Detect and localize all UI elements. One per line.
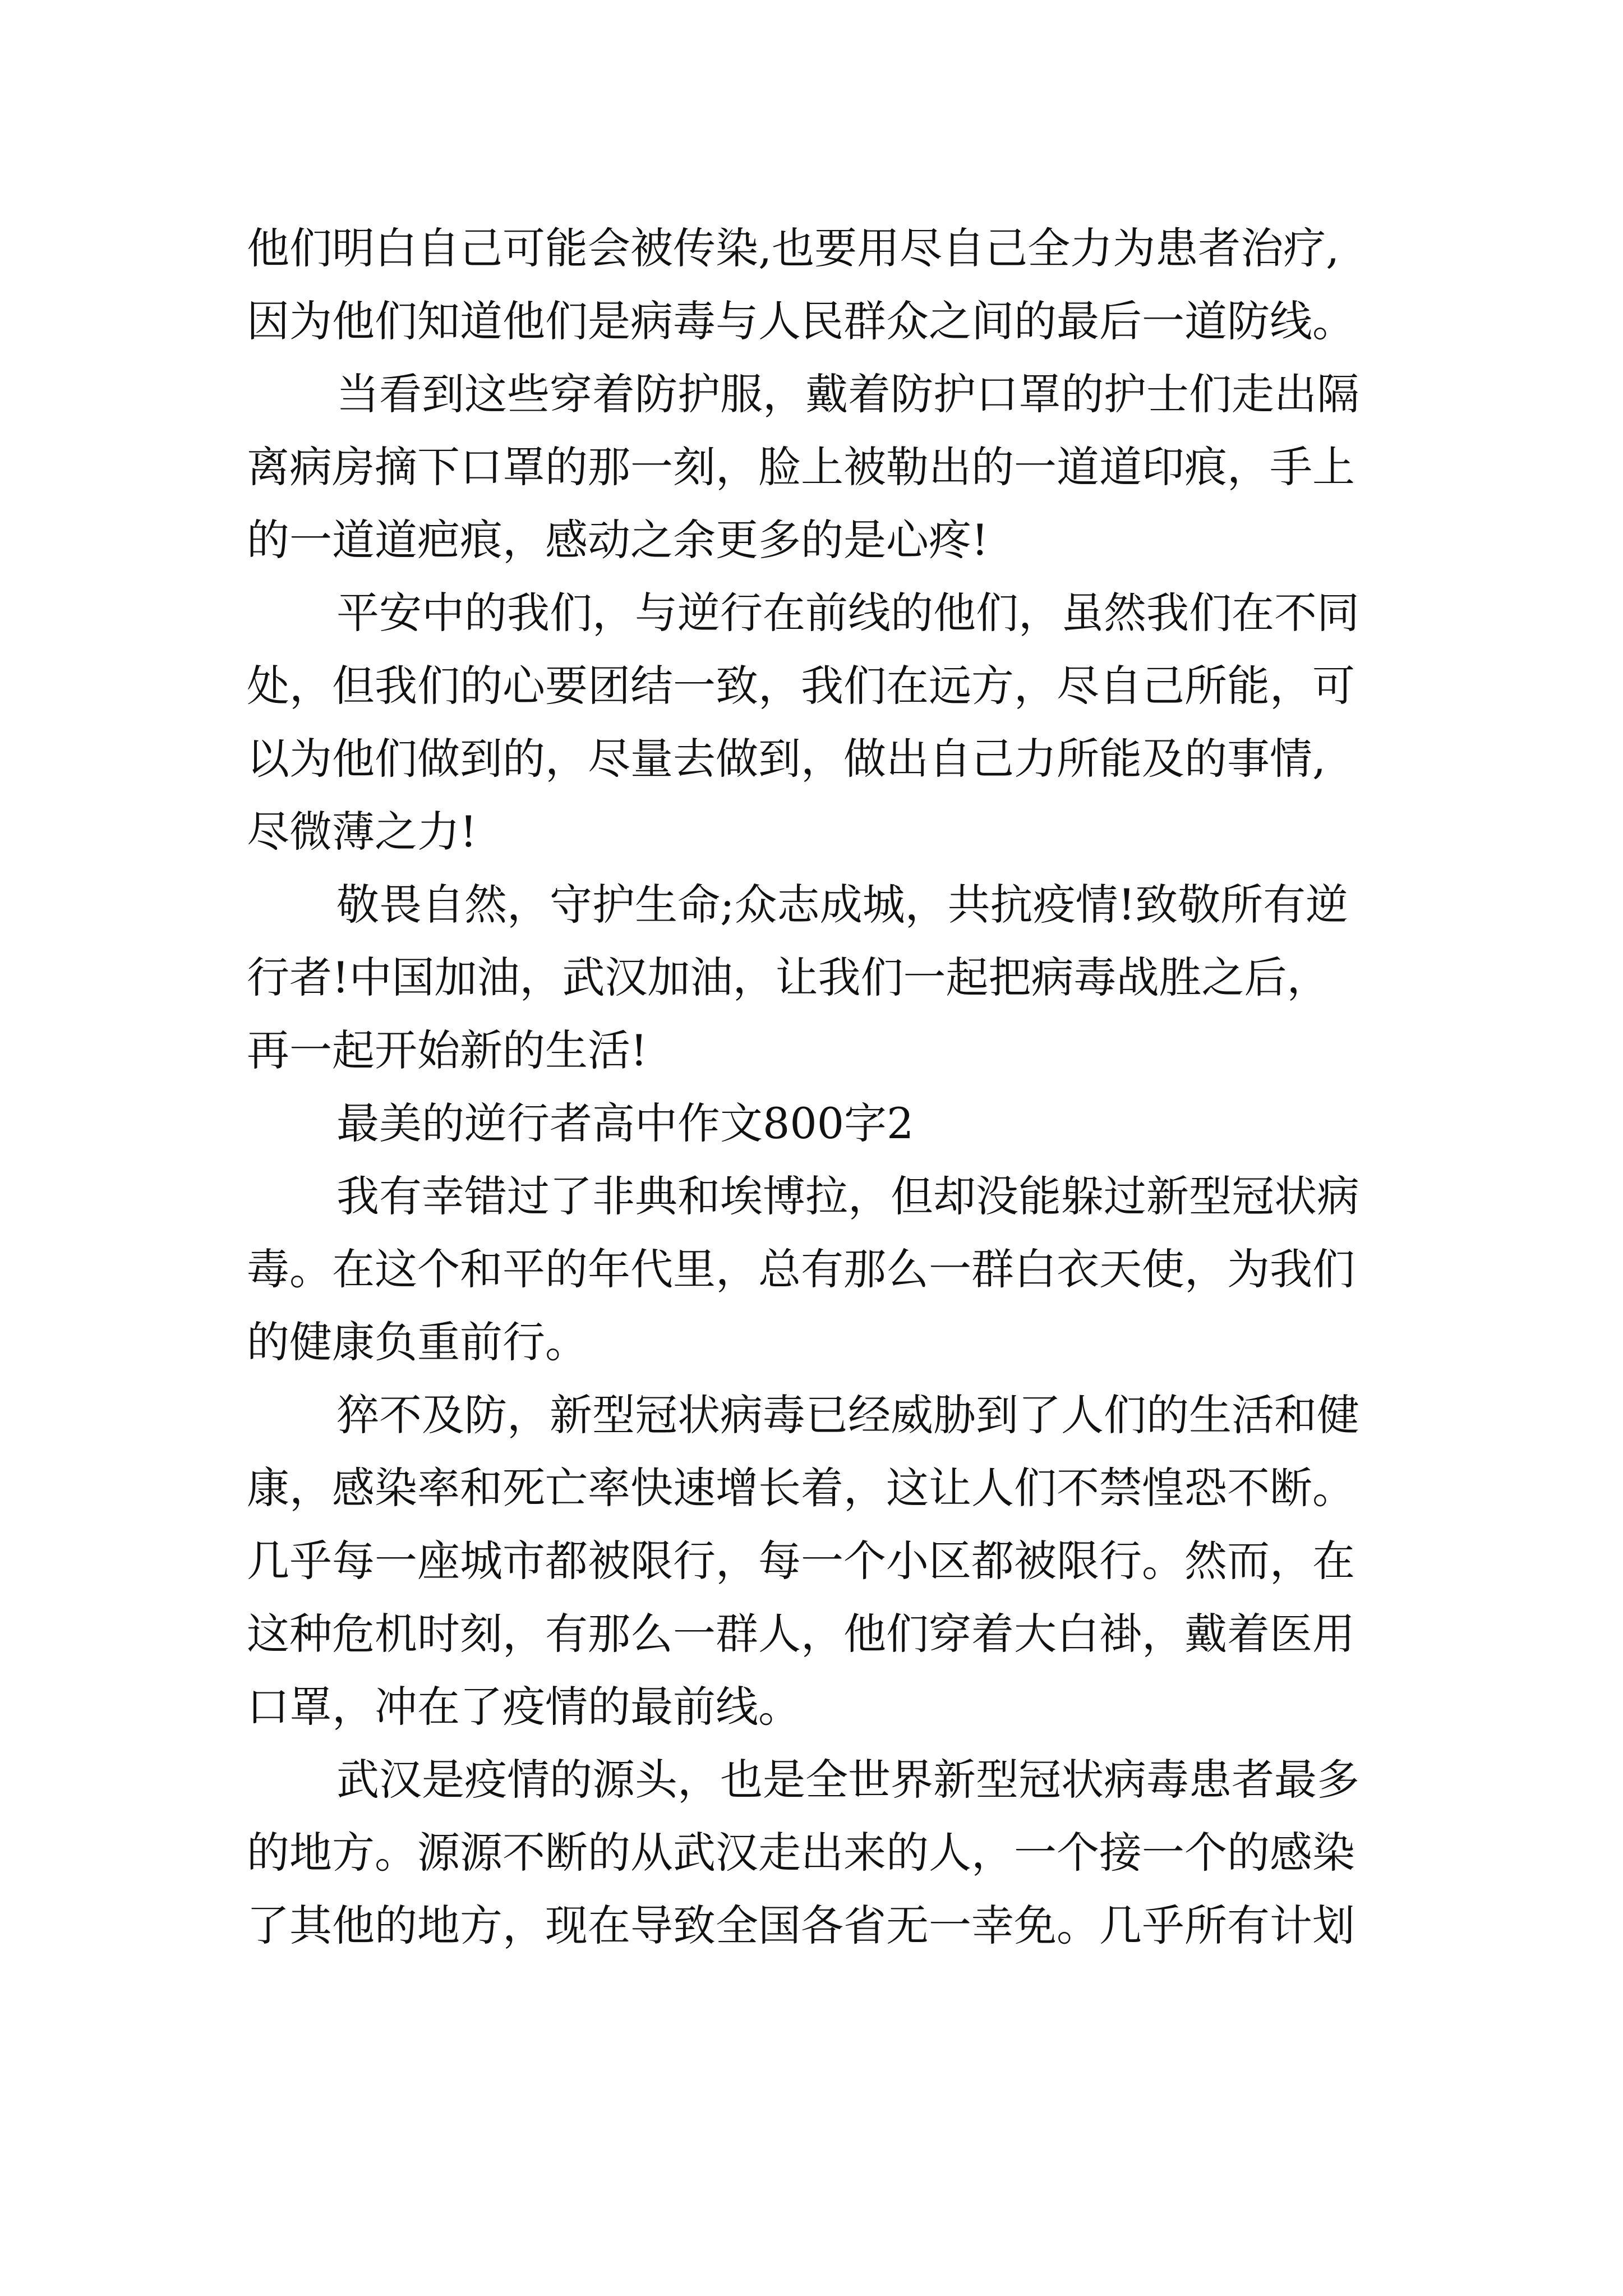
text-line: 再一起开始新的生活! — [247, 1025, 648, 1075]
text-line: 了其他的地方，现在导致全国各省无一幸免。几乎所有计划 — [247, 1901, 1355, 1950]
text-line: 康，感染率和死亡率快速增长着，这让人们不禁惶恐不断。 — [247, 1463, 1355, 1513]
paragraph-start-line: 敬畏自然，守护生命;众志成城，共抗疫情!致敬所有逆 — [336, 880, 1349, 930]
text-line: 毒。在这个和平的年代里，总有那么一群白衣天使，为我们 — [247, 1244, 1355, 1294]
paragraph-start-line: 武汉是疫情的源头，也是全世界新型冠状病毒患者最多 — [336, 1755, 1359, 1805]
text-line: 他们明白自己可能会被传染,也要用尽自己全力为患者治疗, — [247, 223, 1340, 273]
paragraph-start-line: 平安中的我们，与逆行在前线的他们，虽然我们在不同 — [336, 588, 1359, 638]
text-line: 处，但我们的心要团结一致，我们在远方，尽自己所能，可 — [247, 661, 1355, 711]
text-line: 离病房摘下口罩的那一刻，脸上被勒出的一道道印痕，手上 — [247, 442, 1355, 492]
text-line: 的地方。源源不断的从武汉走出来的人，一个接一个的感染 — [247, 1828, 1355, 1878]
text-line: 这种危机时刻，有那么一群人，他们穿着大白褂，戴着医用 — [247, 1609, 1355, 1659]
text-line: 口罩，冲在了疫情的最前线。 — [247, 1682, 801, 1732]
text-line: 的健康负重前行。 — [247, 1317, 588, 1367]
text-line: 几乎每一座城市都被限行，每一个小区都被限行。然而，在 — [247, 1536, 1355, 1586]
paragraph-start-line: 当看到这些穿着防护服，戴着防护口罩的护士们走出隔 — [336, 369, 1359, 419]
paragraph-start-line: 猝不及防，新型冠状病毒已经威胁到了人们的生活和健 — [336, 1390, 1359, 1440]
text-line: 行者!中国加油，武汉加油，让我们一起把病毒战胜之后， — [247, 953, 1330, 1002]
section-heading: 最美的逆行者高中作文800字2 — [336, 1098, 914, 1148]
text-line: 尽微薄之力! — [247, 807, 477, 857]
text-line: 因为他们知道他们是病毒与人民群众之间的最后一道防线。 — [247, 296, 1355, 346]
text-line: 以为他们做到的，尽量去做到，做出自己力所能及的事情, — [247, 734, 1326, 784]
paragraph-start-line: 我有幸错过了非典和埃博拉，但却没能躲过新型冠状病 — [336, 1171, 1359, 1221]
text-line: 的一道道疤痕，感动之余更多的是心疼! — [247, 515, 989, 565]
